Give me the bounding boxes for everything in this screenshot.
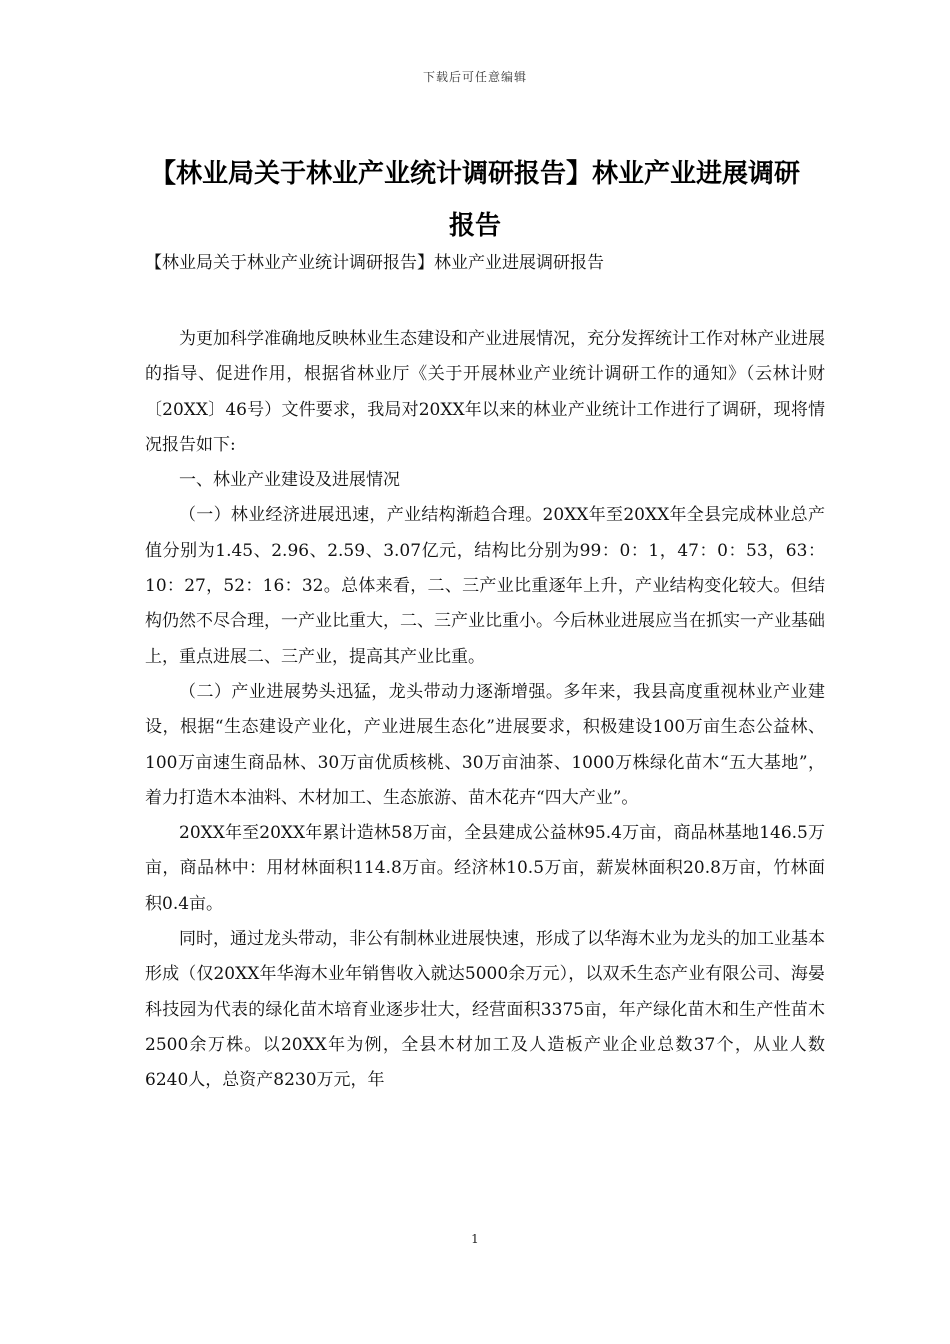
header-note: 下载后可任意编辑 [422, 70, 527, 84]
page-number: 1 [471, 1232, 479, 1246]
section-heading-1: 一、林业产业建设及进展情况 [179, 470, 400, 491]
document-body [145, 322, 825, 1099]
paragraph-economy: （一）林业经济进展迅速，产业结构渐趋合理。20XX年至20XX年全县完成林业总产值分别为1.45、2.96、2.59、3.07亿元，结构比分别为99：0：1，47：0：53，63：10：27，52：16：32。总体来看，二、三产业比重逐年上升，产业结构变化较大。但结构仍然不尽合理，一产业比重大，二、三产业比重小。今后林业进展应当在抓实一产业基础上，重点进展二、三产业，提高其产业比重。 [145, 505, 825, 667]
document-title: 【林业局关于林业产业统计调研报告】林业产业进展调研报告 [149, 159, 800, 241]
paragraph-industry: （二）产业进展势头迅猛，龙头带动力逐渐增强。多年来，我县高度重视林业产业建设，根据“生态建设产业化，产业进展生态化”进展要求，积极建设100万亩生态公益林、100万亩速生商品林、30万亩优质核桃、30万亩油茶、1000万株绿化苗木“五大基地”，着力打造木本油料、木材加工、生态旅游、苗木花卉“四大产业”。 [145, 681, 825, 808]
paragraph-intro: 为更加科学准确地反映林业生态建设和产业进展情况，充分发挥统计工作对林产业进展的指导、促进作用，根据省林业厅《关于开展林业产业统计调研工作的通知》（云林计财〔20XX〕46号）文件要求，我局对20XX年以来的林业产业统计工作进行了调研，现将情况报告如下: [145, 329, 825, 455]
paragraph-afforestation: 20XX年至20XX年累计造林58万亩，全县建成公益林95.4万亩，商品林基地146.5万亩，商品林中：用材林面积114.8万亩。经济林10.5万亩，薪炭林面积20.8万亩，竹林面积0.4亩。 [145, 823, 825, 914]
document-subtitle: 【林业局关于林业产业统计调研报告】林业产业进展调研报告 [145, 253, 604, 273]
paragraph-enterprises: 同时，通过龙头带动，非公有制林业进展快速，形成了以华海木业为龙头的加工业基本形成（仅20XX年华海木业年销售收入就达5000余万元），以双禾生态产业有限公司、海晏科技园为代表的绿化苗木培育业逐步壮大，经营面积3375亩，年产绿化苗木和生产性苗木2500余万株。以20XX年为例，全县木材加工及人造板产业企业总数37个，从业人数6240人，总资产8230万元，年 [145, 929, 825, 1091]
